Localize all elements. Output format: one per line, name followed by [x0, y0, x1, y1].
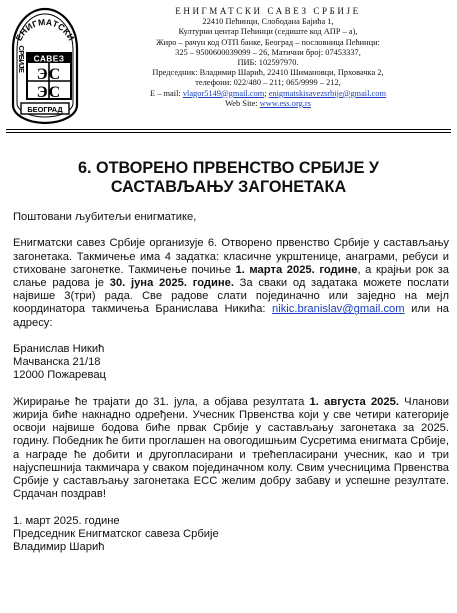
association-logo — [9, 5, 81, 125]
start-date: 1. марта 2025. године — [235, 263, 358, 276]
address-name: Бранислав Никић — [13, 343, 105, 355]
signature-role: Председник Енигматског савеза Србије — [13, 527, 219, 540]
signature-date: 1. март 2025. године — [13, 514, 120, 527]
account-line: 325 – 9500600039099 – 26, Матични број: 07453337, — [175, 47, 361, 57]
website-line: Web Site: www.ess.org.rs — [225, 98, 311, 108]
logo-top-text: ЕНИГМАТСКИ — [13, 16, 77, 43]
title-line-2: САСТАВЉАЊУ ЗАГОНЕТАКА — [110, 178, 347, 196]
greeting: Поштовани љубитељи енигматике, — [13, 211, 197, 223]
website-link[interactable]: www.ess.org.rs — [259, 98, 311, 108]
letterhead — [86, 6, 450, 109]
pib-line: ПИБ: 102597970. — [237, 58, 299, 68]
org-name: ЕНИГМАТСКИ САВЕЗ СРБИЈЕ — [175, 6, 361, 16]
signature-name: Владимир Шарић — [13, 541, 105, 554]
letter-body — [13, 211, 449, 554]
logo-box-top-text: САВЕЗ — [33, 53, 65, 64]
title-line-1: 6. ОТВОРЕНО ПРВЕНСТВО СРБИЈЕ У — [77, 159, 379, 177]
header-divider — [6, 129, 451, 130]
deadline-date: 30. јуна 2025. године. — [109, 277, 234, 289]
coordinator-email-link[interactable]: nikic.branislav@gmail.com — [272, 303, 405, 316]
paragraph-jury: Жирирање ће трајати до 31. јула, а објава резултата 1. августа 2025. Чланови жирија биће накнадно одређени. Учесник Првенства који у све четири категорије освоји највише бодова биће првак Србије у састављању загонетака за 2025. годину. Победник ће бити проглашен на овогодишњим Сусретима енигмата Србије, а награде ће добити и другопласирани и трећепласирани учесник, као и три најуспешнија такмичара у сваком појединачном колу. Свим учесницима Првенства Србије у састављању загонетака ЕСС желим добру забаву и успешне резултате. Срдачан поздрав! — [13, 395, 449, 501]
document-title — [0, 159, 457, 197]
logo-left-text: СРБИЈЕ — [17, 45, 26, 73]
logo-bottom-text: БЕОГРАД — [27, 104, 63, 114]
logo-monogram-top: ЭС — [36, 66, 62, 83]
email-line: E – mail: vlagor5149@gmail.com; enigmatskisavezsrbije@gmail.com — [150, 88, 386, 98]
address-city: 12000 Пожаревац — [13, 369, 106, 382]
president-line: Председник: Владимир Шарић, 22410 Шимановци, Прховачка 2, — [152, 68, 384, 78]
address-street: Мачванска 21/18 — [13, 356, 101, 369]
bank-line: Жиро – рачун код ОТП банке, Београд – пословница Пећинци: — [156, 37, 380, 47]
results-date: 1. августа 2025. — [309, 395, 399, 408]
seat-line: Културни центар Пећинци (седиште код АПР – а), — [178, 27, 358, 37]
header-divider-thin — [6, 132, 451, 133]
logo-monogram-bottom: ЭС — [36, 84, 62, 101]
phone-line: телефони: 022/480 – 211; 065/9999 – 212, — [195, 78, 341, 88]
address-line: 22410 Пећинци, Слободана Бајића 1, — [202, 17, 334, 27]
president-email-link[interactable]: vlagor5149@gmail.com — [182, 88, 265, 98]
association-email-link[interactable]: enigmatskisavezsrbije@gmail.com — [268, 88, 386, 98]
paragraph-announcement: Енигматски савез Србије организује 6. Отворено првенство Србије у састављању загонетака. Такмичење има 4 задатка: класичне укрштенице, анаграми, ребуси и стиховане загонетке. Такмичење почиње 1. марта 2025. године, а крајњи рок за слање радова је 30. јуна 2025. године. За сваки од задатака можете послати највише 3(три) рада. Све радове слати појединачно или заједно на мејл координатора такмичења Бранислава Никића: nikic.branislav@gmail.com или на адресу: — [13, 237, 449, 329]
